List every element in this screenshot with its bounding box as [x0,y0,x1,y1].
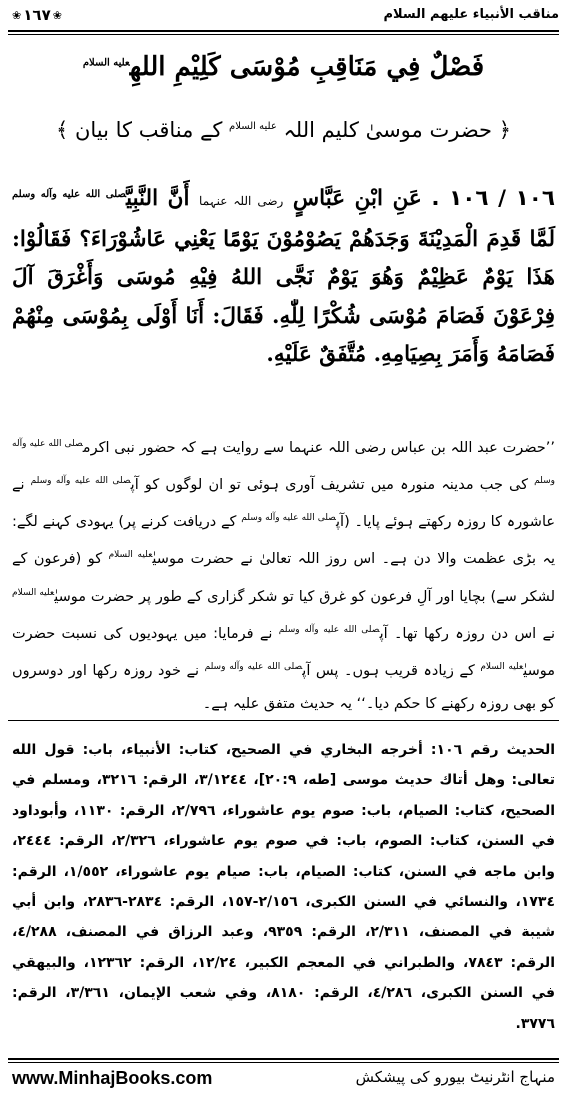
hadith-number: ١٠٦ / ١٠٦ . [431,186,555,212]
header-rule [8,30,559,32]
translation-part-4: کے دریافت کرنے پر) یہودی کہنے لگے: یہ بڑی عظمت والا دن ہے۔ اس روز اللہ تعالیٰ نے حضرت موسیٰ [12,514,556,568]
honorific-salla: صلى الله عليه وآله وسلم [241,513,336,524]
hadith-arabic-text [12,176,555,375]
translation-part-5: کو (فرعون کے لشکر سے) بچایا اور آلِ فرعون کو غرق کیا تو شکر گزاری کے طور پر حضرت موسیٰ [12,551,556,605]
website-link[interactable]: www.MinhajBooks.com [12,1068,213,1088]
bracket-close: ﴾ [55,118,69,142]
hadith-segment-1: عَنِ ابْنِ عَبَّاسٍ [292,186,422,212]
honorific-alaihis-salam: عليه السلام [229,121,277,132]
ornament-icon: ❀ [52,8,62,22]
hadith-segment-3: لَمَّا قَدِمَ الْمَدِيْنَةَ وَجَدَهُمْ يَصُوْمُوْنَ يَوْمًا يَعْنِي عَاشُوْرَاءَ؟ فَقَالُوْا: هَذَا يَوْمٌ عَظِيْمٌ وَهُوَ يَوْمٌ نَجَّى اللهُ فِيْهِ مُوسَى وَأَغْرَقَ آلَ فِرْعَوْنَ فَصَامَ مُوْسَى شُكْرًا لِلّٰهِ. فَقَالَ: أَنَا أَوْلَى بِمُوْسَى مِنْهُمْ فَصَامَهُ وَأَمَرَ بِصِيَامِهِ. مُتَّفَقٌ عَلَيْهِ. [12,226,555,368]
radi-allahu-anhuma: رضی اللہ عنہما [199,194,284,209]
honorific-alaihis-salam: عليه السلام [82,57,130,69]
chapter-title-urdu [0,118,567,142]
honorific-salla: صلى الله عليه وآله وسلم [12,439,556,487]
translation-part-1: ’’حضرت عبد اللہ بن عباس رضی اللہ عنہما سے روایت ہے کہ حضور نبی اکرم [82,439,555,456]
honorific-alaihis-salam: عليه السلام [480,661,524,672]
honorific-salla: صلى الله عليه وآله وسلم [12,189,127,200]
honorific-salla: صلى الله عليه وآله وسلم [204,661,303,672]
footnote-rule [8,720,559,721]
header-rule-thin [8,34,559,35]
chapter-title-arabic [0,52,567,82]
translation-part-9: نے خود روزہ رکھا اور دوسروں کو بھی روزہ رکھنے کا حکم دیا۔‘‘ یہ حدیث متفق علیہ ہے۔ [12,662,555,712]
footer-rule-thin [8,1062,559,1063]
page-number: ١٦٧ [23,6,51,24]
page-header [8,4,559,30]
chapter-title-urdu-after: کے مناقب کا بیان [74,118,223,142]
chapter-title-urdu-before: حضرت موسیٰ کلیم اللہ [283,118,493,142]
translation-part-8: کے زیادہ قریب ہوں۔ پس آپ [302,662,475,679]
ornament-icon: ❀ [12,8,22,22]
bracket-open: ﴿ [498,118,512,142]
page-number-box [8,4,66,26]
translation-part-7: نے فرمایا: میں یہودیوں کی نسبت حضرت موسیٰ [12,625,556,679]
honorific-salla: صلى الله عليه وآله وسلم [30,476,131,487]
urdu-translation [12,428,555,721]
hadith-segment-2: أَنَّ النَّبِيَّ [126,186,190,212]
publisher-credit: منہاج انٹرنیٹ بیورو کی پیشکش [355,1068,555,1086]
honorific-salla: صلى الله عليه وآله وسلم [278,624,380,635]
running-title: مناقب الأنبياء عليهم السلام [383,7,559,22]
translation-part-6: نے اس دن روزہ رکھا تھا۔ آپ [379,625,556,642]
chapter-title-arabic-text: فَصْلٌ فِي مَنَاقِبِ مُوْسَى كَلِيْمِ اللهِ [129,52,485,82]
translation-part-2: کی جب مدینہ منورہ میں تشریف آوری ہوئی تو ان لوگوں کو آپ [130,476,529,493]
page-footer [12,1066,555,1094]
footnote: الحديث رقم ١٠٦: أخرجه البخاري في الصحيح، كتاب: الأنبياء، باب: قول الله تعالى: وهل أتاك حديث موسى [طه، ٢٠:٩]، ٣/١٢٤٤، الرقم: ٣٢١٦، ومسلم في الصحيح، كتاب: الصيام، باب: صوم يوم عاشوراء، ٢/٧٩٦، الرقم: ١١٣٠، وأبوداود في السنن، كتاب: الصوم، باب: في صوم يوم عاشوراء، ٢/٣٢٦، الرقم: ٢٤٤٤، وابن ماجه في السنن، كتاب: الصيام، باب: صيام يوم عاشوراء، ١/٥٥٢، الرقم: ١٧٣٤، والنسائي في السنن الكبرى، ٢/١٥٦-١٥٧، الرقم: ٢٨٣٤-٢٨٣٦، وابن أبي شيبة في المصنف، ٢/٣١١، الرقم: ٩٣٥٩، وعبد الرزاق في المصنف، ٤/٢٨٨، الرقم: ٧٨٤٣، والطبراني في المعجم الكبير، ١٢/٢٤، الرقم: ١٢٣٦٢، والبيهقي في السنن الكبرى، ٤/٢٨٦، الرقم: ٨١٨٠، وفي شعب الإيمان، ٣/٣٦١، الرقم: ٣٧٧٦. [12,742,556,1032]
honorific-alaihis-salam: عليه السلام [12,587,55,598]
honorific-alaihis-salam: عليه السلام [108,550,153,561]
footer-rule [8,1058,559,1060]
translation-part-3: نے عاشورہ کا روزہ رکھتے ہوئے پایا۔ (آپ [12,476,556,531]
